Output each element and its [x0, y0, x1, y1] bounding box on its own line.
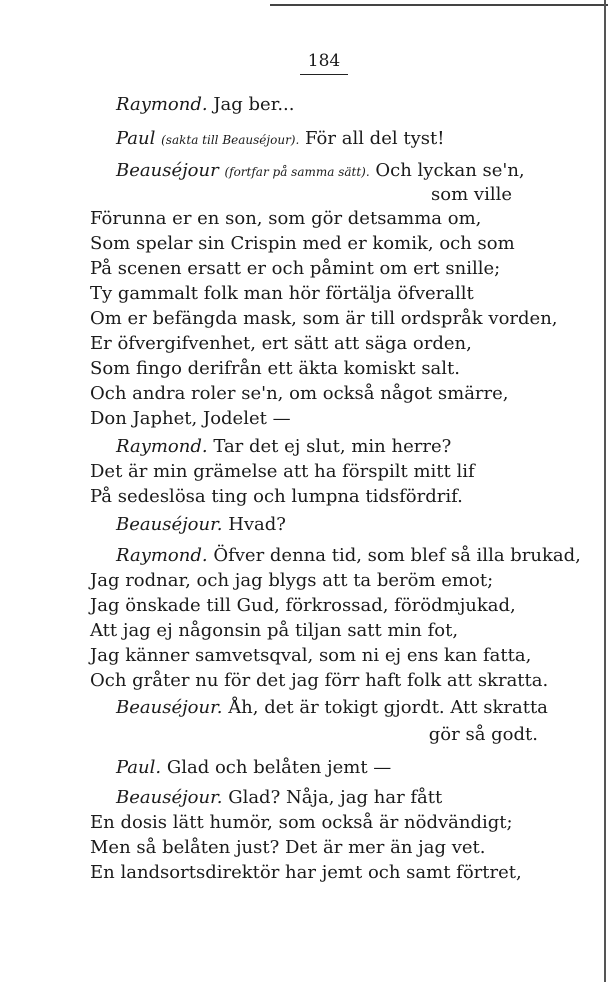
verse-line-19: Jag rodnar, och jag blygs att ta beröm emot;: [90, 570, 494, 591]
verse-line-6: Som spelar sin Crispin med er komik, och som: [90, 233, 515, 254]
verse-line-17: [116, 514, 286, 536]
verse-line-24: [116, 697, 548, 719]
speaker-name: Beauséjour.: [116, 697, 223, 718]
verse-line-30: En landsortsdirektör har jemt och samt förtret,: [90, 862, 522, 883]
verse-line-22: Jag känner samvetsqval, som ni ej ens kan fatta,: [90, 645, 532, 666]
speaker-name: Beauséjour: [116, 160, 219, 181]
page-number-rule: [300, 74, 348, 75]
verse-line-8: Ty gammalt folk man hör förtälja öfverallt: [90, 283, 474, 304]
verse-text: Glad och belåten jemt —: [166, 757, 392, 778]
verse-line-27: [116, 787, 442, 809]
verse-line-4: som ville: [431, 184, 512, 205]
verse-line-10: Er öfvergifvenhet, ert sätt att säga orden,: [90, 333, 472, 354]
speaker-name: Raymond.: [116, 545, 208, 566]
speaker-name: Raymond.: [116, 436, 208, 457]
verse-line-12: Och andra roler se'n, om också något smärre,: [90, 383, 509, 404]
verse-text: Hvad?: [228, 514, 286, 535]
verse-text: Öfver denna tid, som blef så illa brukad,: [213, 545, 581, 566]
speaker-name: Paul.: [116, 757, 162, 778]
verse-line-25: gör så godt.: [428, 724, 538, 745]
speaker-name: Beauséjour.: [116, 787, 223, 808]
stage-direction: (sakta till Beauséjour).: [161, 133, 300, 147]
verse-text: Glad? Nåja, jag har fått: [228, 787, 443, 808]
verse-text: Tar det ej slut, min herre?: [213, 436, 452, 457]
speaker-name: Paul: [116, 128, 156, 149]
verse-line-18: [116, 545, 581, 567]
page-top-edge: [270, 4, 608, 6]
page-number: 184: [307, 51, 341, 71]
verse-line-5: Förunna er en son, som gör detsamma om,: [90, 208, 482, 229]
verse-line-14: [116, 436, 451, 458]
speaker-name: Raymond.: [116, 94, 208, 115]
verse-line-2: [116, 128, 444, 151]
verse-text: Åh, det är tokigt gjordt. Att skratta: [228, 697, 548, 718]
verse-line-15: Det är min grämelse att ha förspilt mitt lif: [90, 461, 475, 482]
verse-line-29: Men så belåten just? Det är mer än jag vet.: [90, 837, 486, 858]
verse-line-7: På scenen ersatt er och påmint om ert snille;: [90, 258, 501, 279]
verse-line-23: Och gråter nu för det jag förr haft folk att skratta.: [90, 670, 549, 691]
verse-line-26: [116, 757, 391, 779]
speaker-name: Beauséjour.: [116, 514, 223, 535]
verse-text: Jag ber...: [213, 94, 295, 115]
verse-line-9: Om er befängda mask, som är till ordspråk vorden,: [90, 308, 558, 329]
verse-line-20: Jag önskade till Gud, förkrossad, förödmjukad,: [90, 595, 516, 616]
page-right-edge: [604, 0, 606, 982]
verse-line-28: En dosis lätt humör, som också är nödvändigt;: [90, 812, 513, 833]
verse-text: Och lyckan se'n,: [375, 160, 525, 181]
verse-line-16: På sedeslösa ting och lumpna tidsfördrif.: [90, 486, 463, 507]
verse-line-3: [116, 160, 525, 183]
stage-direction: (fortfar på samma sätt).: [224, 165, 370, 179]
verse-line-13: Don Japhet, Jodelet —: [90, 408, 291, 429]
verse-line-1: [116, 94, 295, 116]
verse-text: För all del tyst!: [305, 128, 445, 149]
verse-line-11: Som fingo derifrån ett äkta komiskt salt.: [90, 358, 461, 379]
verse-line-21: Att jag ej någonsin på tiljan satt min fot,: [90, 620, 459, 641]
